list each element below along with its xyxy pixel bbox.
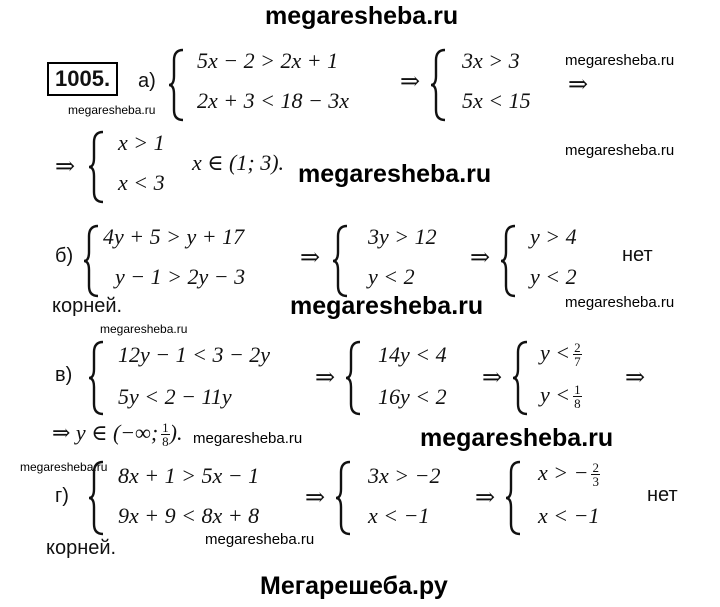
inequality: 2x + 3 < 18 − 3x [197,88,350,113]
inequality: 14y < 4 [378,342,447,367]
inequality: 16y < 2 [378,384,447,409]
fraction-numerator: 1 [162,420,169,436]
inequality: 12y − 1 < 3 − 2y [118,342,271,367]
inequality: 4y + 5 > y + 17 [103,224,245,249]
part-b-label: б) [55,245,74,267]
watermark: megaresheba.ru [565,142,675,159]
inequality: y − 1 > 2y − 3 [115,264,246,289]
brace [332,224,350,298]
answer: x ∈ (1; 3). [192,150,285,175]
fraction-denominator: 7 [574,354,581,370]
answer-text: ⇒ y ∈ (−∞; [52,420,159,445]
answer [52,420,183,448]
inequality: x < −1 [368,503,430,528]
brace [505,460,523,536]
inequality: 3x > 3 [462,48,520,73]
brace [335,460,353,536]
watermark: megaresheba.ru [290,292,484,320]
inequality: 3y > 12 [368,224,437,249]
watermark-top: megaresheba.ru [265,2,459,30]
inequality-text: x > − [538,460,589,485]
watermark: megaresheba.ru [420,424,614,452]
inequality: x < 3 [118,170,165,195]
watermark: megaresheba.ru [193,430,303,447]
watermark: megaresheba.ru [20,460,108,474]
inequality [538,460,600,488]
fraction [573,341,582,368]
implies-arrow: ⇒ [55,152,76,180]
answer-text: ). [169,420,183,445]
problem-number: 1005. [47,62,118,96]
fraction-numerator: 1 [574,382,581,398]
inequality: y < 2 [530,264,577,289]
inequality: 5x < 15 [462,88,531,113]
part-d-label: г) [55,485,69,507]
fraction [591,461,600,488]
implies-arrow: ⇒ [482,363,503,391]
brace [88,130,106,204]
inequality [540,382,582,410]
answer: корней. [52,295,123,317]
inequality [540,340,582,368]
brace [88,340,106,416]
watermark: megaresheba.ru [565,52,675,69]
implies-arrow: ⇒ [470,243,491,271]
watermark: megaresheba.ru [298,160,492,188]
brace [512,340,530,416]
brace [83,224,101,298]
fraction-denominator: 8 [162,434,169,450]
answer: нет [647,484,678,506]
inequality: y < 2 [368,264,415,289]
inequality: 3x > −2 [368,463,441,488]
watermark: megaresheba.ru [100,322,188,336]
inequality-text: y < [540,382,571,407]
brace [345,340,363,416]
inequality: 5y < 2 − 11y [118,384,232,409]
answer: корней. [46,537,117,559]
fraction-numerator: 2 [574,340,581,356]
implies-arrow: ⇒ [475,483,496,511]
part-a-label: а) [138,70,156,92]
inequality: 8x + 1 > 5x − 1 [118,463,260,488]
inequality-text: y < [540,340,571,365]
answer: нет [622,244,653,266]
fraction-denominator: 8 [574,396,581,412]
implies-arrow: ⇒ [305,483,326,511]
implies-arrow: ⇒ [300,243,321,271]
brace [500,224,518,298]
brace [88,460,106,536]
fraction [161,421,170,448]
implies-arrow: ⇒ [400,67,421,95]
watermark: megaresheba.ru [68,103,156,117]
inequality: 5x − 2 > 2x + 1 [197,48,339,73]
fraction [573,383,582,410]
implies-arrow: ⇒ [625,363,646,391]
brace [168,48,186,122]
inequality: 9x + 9 < 8x + 8 [118,503,260,528]
implies-arrow: ⇒ [315,363,336,391]
inequality: x > 1 [118,130,165,155]
watermark: megaresheba.ru [205,531,315,548]
fraction-denominator: 3 [592,474,599,490]
brace [430,48,448,122]
inequality: y > 4 [530,224,577,249]
fraction-numerator: 2 [592,460,599,476]
watermark-bottom: Мегарешеба.ру [260,572,448,600]
watermark: megaresheba.ru [565,294,675,311]
part-c-label: в) [55,364,73,386]
implies-arrow: ⇒ [568,70,589,98]
inequality: x < −1 [538,503,600,528]
